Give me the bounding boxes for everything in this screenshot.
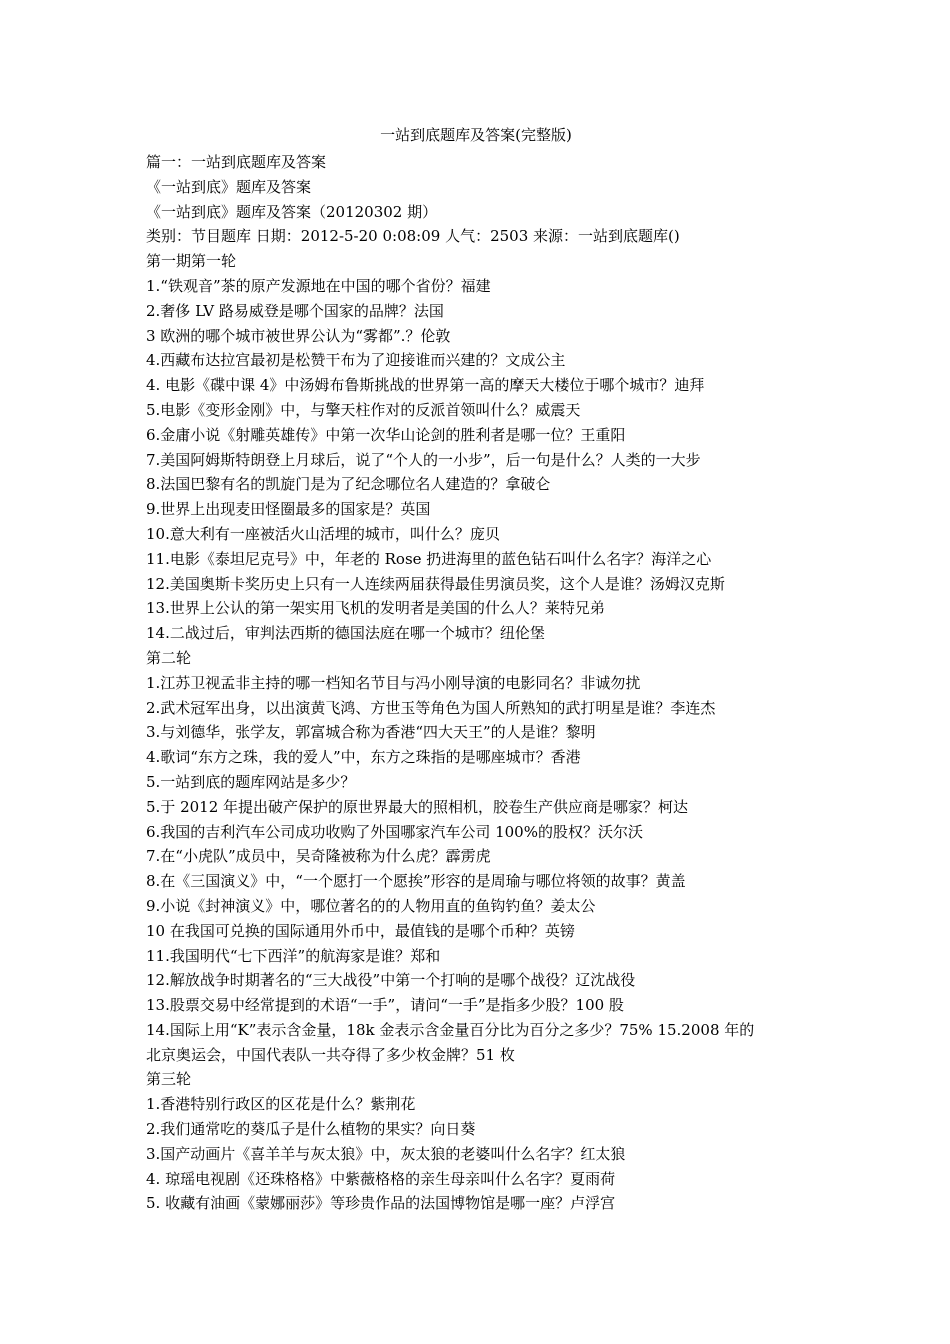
- question-line: 4. 琼瑶电视剧《还珠格格》中紫薇格格的亲生母亲叫什么名字？夏雨荷: [146, 1169, 616, 1188]
- question-line: 1.香港特别行政区的区花是什么？紫荆花: [146, 1095, 416, 1114]
- question-line: 9.小说《封神演义》中，哪位著名的的人物用直的鱼钩钓鱼？姜太公: [146, 896, 596, 915]
- question-line: 11.我国明代“七下西洋”的航海家是谁？郑和: [146, 946, 441, 965]
- text-line: 《一站到底》题库及答案: [146, 177, 312, 196]
- question-line: 4. 电影《碟中课 4》中汤姆布鲁斯挑战的世界第一高的摩天大楼位于哪个城市？迪拜: [146, 376, 705, 395]
- question-line: 5.电影《变形金刚》中，与擎天柱作对的反派首领叫什么？威震天: [146, 400, 581, 419]
- question-line: 5.一站到底的题库网站是多少？: [146, 772, 356, 791]
- question-line: 3.与刘德华，张学友，郭富城合称为香港“四大天王”的人是谁？黎明: [146, 723, 596, 742]
- question-line: 6.我国的吉利汽车公司成功收购了外国哪家汽车公司 100%的股权？沃尔沃: [146, 822, 643, 841]
- question-line: 11.电影《泰坦尼克号》中，年老的 Rose 扔进海里的蓝色钻石叫什么名字？海洋之心: [146, 549, 712, 568]
- question-line: 3 欧洲的哪个城市被世界公认为“雾都”.？伦敦: [146, 326, 451, 345]
- question-line: 2.武术冠军出身，以出演黄飞鸿、方世玉等角色为国人所熟知的武打明星是谁？李连杰: [146, 698, 716, 717]
- question-line: 14.二战过后，审判法西斯的德国法庭在哪一个城市？纽伦堡: [146, 624, 545, 643]
- question-line: 13.股票交易中经常提到的术语“一手”，请问“一手”是指多少股？100 股: [146, 996, 624, 1015]
- question-line: 2.我们通常吃的葵瓜子是什么植物的果实？向日葵: [146, 1120, 476, 1139]
- question-line: 12.解放战争时期著名的“三大战役”中第一个打响的是哪个战役？辽沈战役: [146, 971, 636, 990]
- question-line: 8.在《三国演义》中，“一个愿打一个愿挨”形容的是周瑜与哪位将领的故事？黄盖: [146, 872, 686, 891]
- question-line: 3.国产动画片《喜羊羊与灰太狼》中，灰太狼的老婆叫什么名字？红太狼: [146, 1144, 626, 1163]
- question-line: 1.江苏卫视孟非主持的哪一档知名节目与冯小刚导演的电影同名？非诚勿扰: [146, 673, 641, 692]
- question-line: 2.奢侈 LV 路易威登是哪个国家的品牌？法国: [146, 301, 444, 320]
- question-line: 9.世界上出现麦田怪圈最多的国家是？英国: [146, 500, 431, 519]
- question-line: 8.法国巴黎有名的凯旋门是为了纪念哪位名人建造的？拿破仑: [146, 475, 551, 494]
- question-line: 6.金庸小说《射雕英雄传》中第一次华山论剑的胜利者是哪一位？王重阳: [146, 425, 626, 444]
- text-line: 类别：节目题库 日期：2012-5-20 0:08:09 人气：2503 来源：一站到底题库(): [146, 227, 680, 246]
- question-line: 7.在“小虎队”成员中，吴奇隆被称为什么虎？霹雳虎: [146, 847, 491, 866]
- question-line: 北京奥运会，中国代表队一共夺得了多少枚金牌？51 枚: [146, 1045, 515, 1064]
- question-line: 5.于 2012 年提出破产保护的原世界最大的照相机，胶卷生产供应商是哪家？柯达: [146, 797, 689, 816]
- document-title: 一站到底题库及答案(完整版): [380, 126, 572, 144]
- question-line: 13.世界上公认的第一架实用飞机的发明者是美国的什么人？莱特兄弟: [146, 599, 605, 618]
- question-line: 5. 收藏有油画《蒙娜丽莎》等珍贵作品的法国博物馆是哪一座？卢浮宫: [146, 1194, 616, 1213]
- question-line: 12.美国奥斯卡奖历史上只有一人连续两届获得最佳男演员奖，这个人是谁？汤姆汉克斯: [146, 574, 725, 593]
- section-heading: 第三轮: [146, 1070, 192, 1089]
- section-heading: 第二轮: [146, 648, 192, 667]
- question-line: 10 在我国可兑换的国际通用外币中，最值钱的是哪个币种？英镑: [146, 921, 575, 940]
- question-line: 7.美国阿姆斯特朗登上月球后，说了“个人的一小步”，后一句是什么？人类的一大步: [146, 450, 701, 469]
- section-heading: 第一期第一轮: [146, 252, 237, 271]
- document-body: [146, 150, 812, 1216]
- question-line: 14.国际上用“K”表示含金量，18k 金表示含金量百分比为百分之多少？75% 15.2008 年的: [146, 1020, 755, 1039]
- question-line: 10.意大利有一座被活火山活埋的城市，叫什么？庞贝: [146, 524, 500, 543]
- question-line: 4.歌词“东方之珠，我的爱人”中，东方之珠指的是哪座城市？香港: [146, 748, 581, 767]
- question-line: 4.西藏布达拉宫最初是松赞干布为了迎接谁而兴建的？文成公主: [146, 351, 566, 370]
- text-line: 篇一：一站到底题库及答案: [146, 153, 327, 171]
- question-line: 1.“铁观音”茶的原产发源地在中国的哪个省份？福建: [146, 276, 491, 295]
- text-line: 《一站到底》题库及答案（20120302 期）: [146, 202, 438, 221]
